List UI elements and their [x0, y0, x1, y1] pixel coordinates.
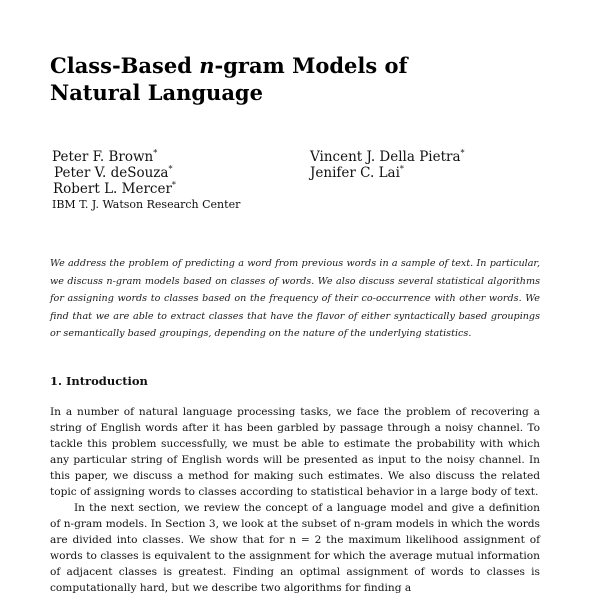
- author-footnote-mark: *: [399, 164, 404, 174]
- author-column-left: [52, 149, 302, 213]
- paragraph: In a number of natural language processing tasks, we face the problem of recovering a string of English words after it has been garbled by passage through a noisy channel. To tackle this problem successfully, we must be able to estimate the probability with which any particular string of English words will be presented as input to the noisy channel. In this paper, we discuss a method for making such estimates. We also discuss the related topic of assigning words to classes according to statistical behavior in a large body of text.: [50, 406, 540, 498]
- author-footnote-mark: *: [153, 148, 158, 158]
- section-heading: 1. Introduction: [50, 374, 148, 388]
- author-name: Jenifer C. Lai*: [310, 164, 404, 181]
- title-part-2: -gram Models of Natural Language: [50, 53, 408, 105]
- author-footnote-mark: *: [171, 180, 176, 190]
- author-footnote-mark: *: [460, 148, 465, 158]
- affiliation: IBM T. J. Watson Research Center: [52, 198, 241, 211]
- title-part-1: Class-Based: [50, 53, 200, 78]
- paper-title: [50, 52, 500, 106]
- body-text: [50, 404, 540, 596]
- author-column-right: [310, 149, 550, 181]
- abstract: We address the problem of predicting a word from previous words in a sample of text. In particular, we discuss n-gram models based on classes of words. We also discuss several statistical algorithms for assigning words to classes based on the frequency of their co-occurrence with other words. We find that we are able to extract classes that have the flavor of either syntactically based groupings or semantically based groupings, depending on the nature of the underlying statistics.: [50, 258, 540, 339]
- author-name: Peter V. deSouza*: [54, 164, 173, 181]
- paragraph: In the next section, we review the concept of a language model and give a definition of n-gram models. In Section 3, we look at the subset of n-gram models in which the words are divided into classes. We show that for n = 2 the maximum likelihood assignment of words to classes is equivalent to the assignment for which the average mutual information of adjacent classes is greatest. Finding an optimal assignment of words to classes is computationally hard, but we describe two algorithms for finding a: [50, 502, 540, 594]
- author-name: Peter F. Brown*: [52, 148, 158, 165]
- author-name: Robert L. Mercer*: [53, 180, 176, 197]
- author-name: Vincent J. Della Pietra*: [310, 148, 465, 165]
- title-n-italic: n: [199, 53, 215, 78]
- author-footnote-mark: *: [168, 164, 173, 174]
